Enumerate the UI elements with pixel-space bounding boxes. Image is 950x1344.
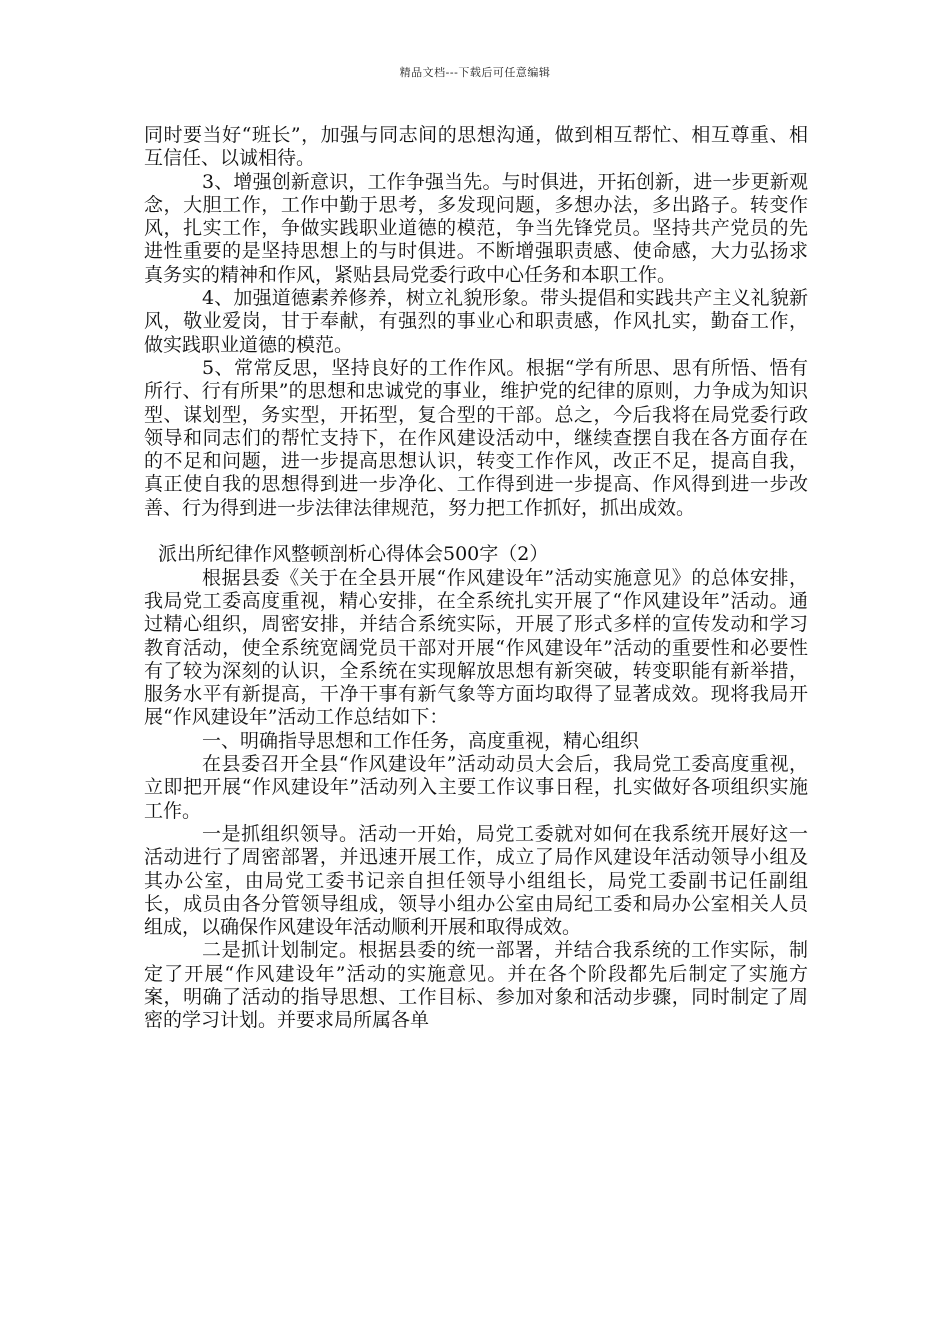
paragraph: 4、加强道德素养修养，树立礼貌形象。带头提倡和实践共产主义礼貌新风，敬业爱岗，甘于奉献，有强烈的事业心和职责感，作风扎实，勤奋工作，做实践职业道德的模范。 — [144, 287, 808, 356]
document-body — [144, 124, 808, 1033]
blank-line — [144, 520, 808, 543]
paragraph: 5、常常反思，坚持良好的工作作风。根据“学有所思、思有所悟、悟有所行、行有所果”的思想和忠诚党的事业，维护党的纪律的原则，力争成为知识型、谋划型，务实型，开拓型，复合型的干部。总之，今后我将在局党委行政领导和同志们的帮忙支持下，在作风建设活动中，继续查摆自我在各方面存在的不足和问题，进一步提高思想认识，转变工作作风，改正不足，提高自我，真正使自我的思想得到进一步净化、工作得到进一步提高、作风得到进一步改善、行为得到进一步法律法律规范，努力把工作抓好，抓出成效。 — [144, 356, 808, 519]
paragraph: 同时要当好“班长”，加强与同志间的思想沟通，做到相互帮忙、相互尊重、相互信任、以诚相待。 — [144, 124, 808, 170]
paragraph: 二是抓计划制定。根据县委的统一部署，并结合我系统的工作实际，制定了开展“作风建设年”活动的实施意见。并在各个阶段都先后制定了实施方案，明确了活动的指导思想、工作目标、参加对象和活动步骤，同时制定了周密的学习计划。并要求局所属各单 — [144, 939, 808, 1032]
subheading: 一、明确指导思想和工作任务，高度重视，精心组织 — [202, 729, 640, 752]
paragraph: 根据县委《关于在全县开展“作风建设年”活动实施意见》的总体安排，我局党工委高度重视，精心安排，在全系统扎实开展了“作风建设年”活动。通过精心组织，周密安排，并结合系统实际，开展了形式多样的宣传发动和学习教育活动，使全系统宽阔党员干部对开展“作风建设年”活动的重要性和必要性有了较为深刻的认识，全系统在实现解放思想有新突破，转变职能有新举措，服务水平有新提高，干净干事有新气象等方面均取得了显著成效。现将我局开展“作风建设年”活动工作总结如下： — [144, 566, 808, 729]
paragraph: 3、增强创新意识，工作争强当先。与时俱进，开拓创新，进一步更新观念，大胆工作，工作中勤于思考，多发现问题，多想办法，多出路子。转变作风，扎实工作，争做实践职业道德的模范，争当先锋党员。坚持共产党员的先进性重要的是坚持思想上的与时俱进。不断增强职责感、使命感，大力弘扬求真务实的精神和作风，紧贴县局党委行政中心任务和本职工作。 — [144, 170, 808, 286]
section-title: 派出所纪律作风整顿剖析心得体会500字（2） — [158, 543, 549, 566]
paragraph: 一是抓组织领导。活动一开始，局党工委就对如何在我系统开展好这一活动进行了周密部署，并迅速开展工作，成立了局作风建设年活动领导小组及其办公室，由局党工委书记亲自担任领导小组组长，局党工委副书记任副组长，成员由各分管领导组成，领导小组办公室由局纪工委和局办公室相关人员组成，以确保作风建设年活动顺利开展和取得成效。 — [144, 822, 808, 939]
page-header: 精品文档---下载后可任意编辑 — [399, 66, 551, 79]
paragraph: 在县委召开全县“作风建设年”活动动员大会后，我局党工委高度重视，立即把开展“作风建设年”活动列入主要工作议事日程，扎实做好各项组织实施工作。 — [144, 753, 808, 822]
